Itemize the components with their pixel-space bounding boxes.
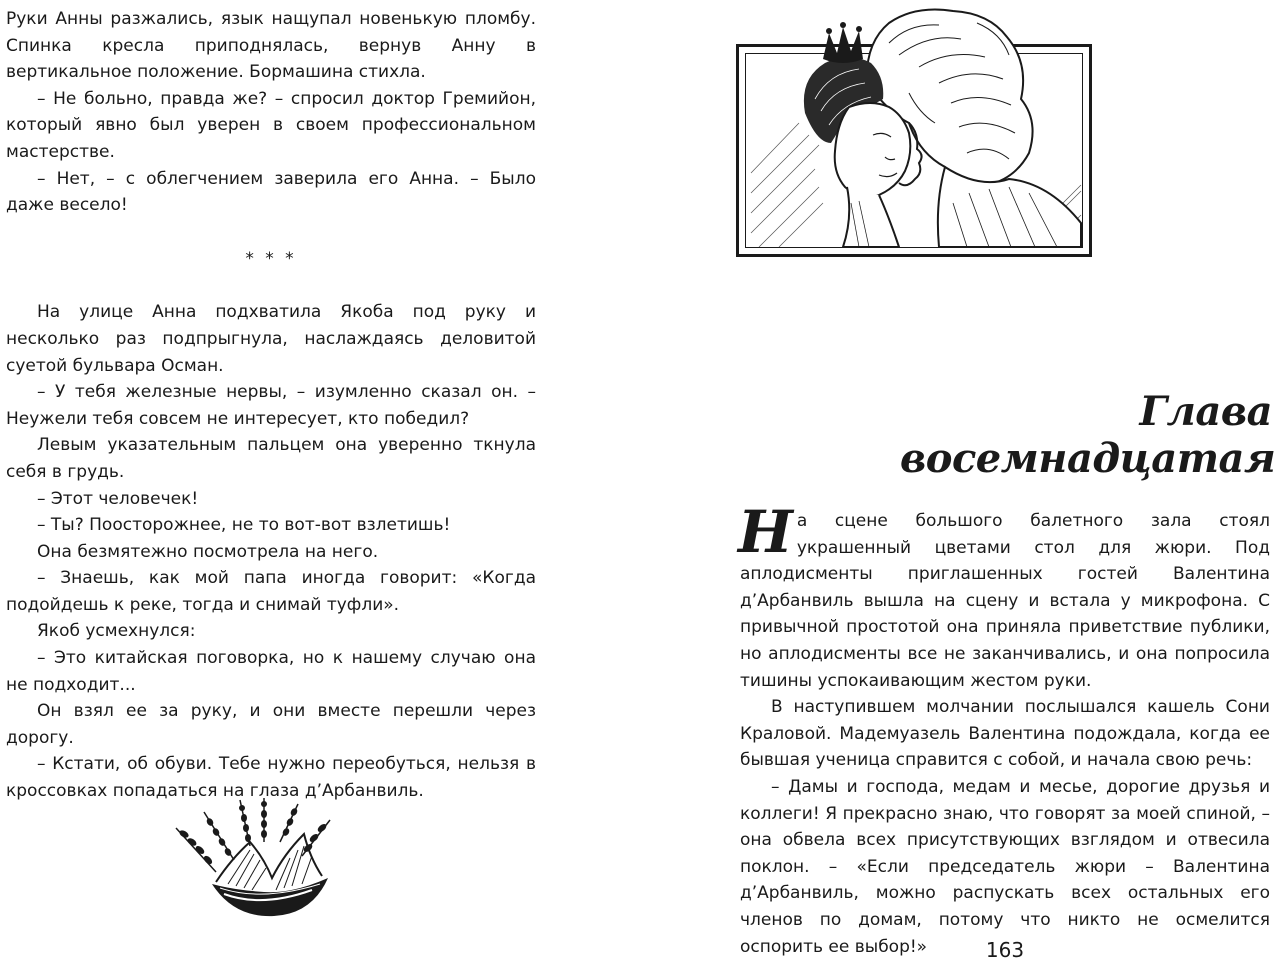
left-page [0, 0, 560, 969]
paragraph: Она безмятежно посмотрела на него. [37, 541, 379, 562]
paragraph: – Ты? Поосторожнее, не то вот-вот взлетишь! [37, 515, 451, 536]
paragraph: – Дамы и господа, медам и месье, дорогие друзья и коллеги! Я прекрасно знаю, что говорят за моей спиной, – она обвела всех присутствующих взглядом и отвесила поклон. – «Если председатель жюри – Валентина д’Арбанвиль, можно распускать всех остальных его членов по домам, потому что никто не осмелится оспорить ее выбор!» [740, 776, 1270, 957]
left-paragraphs-after [6, 299, 536, 804]
illustration-frame [736, 44, 1092, 257]
paragraph: Левым указательным пальцем она уверенно ткнула себя в грудь. [6, 435, 536, 482]
paragraph: – Этот человечек! [37, 488, 199, 509]
right-paragraphs [740, 694, 1270, 960]
section-separator: * * * [245, 248, 297, 269]
first-paragraph [738, 498, 1270, 694]
right-page [600, 0, 1275, 969]
first-paragraph-text: а сцене большого балетного зала стоял украшенный цветами стол для жюри. Под аплодисменты приглашенных гостей Валентина д’Арбанвиль вышла на сцену и встала у микрофона. С привычной простотой она приняла приветствие публики, но аплодисменты все не заканчивались, и она попросила тишины успокаивающим жестом руки. [740, 511, 1270, 691]
paragraph: Он взял ее за руку, и они вместе перешли через дорогу. [6, 701, 536, 748]
paragraph: – Не больно, правда же? – спросил доктор Гремийон, который явно был уверен в своем профессиональном мастерстве. [6, 88, 536, 162]
paragraph: В наступившем молчании послышался кашель Сони Краловой. Мадемуазель Валентина подождала, когда ее бывшая ученица справится с собой, и начала свою речь: [740, 697, 1270, 771]
chapter-title: Глава восемнадцатая [900, 388, 1275, 482]
kissing-couple-illustration-icon [739, 3, 1095, 260]
page-number: 163 [985, 938, 1025, 962]
paragraph: – Кстати, об обуви. Тебе нужно переобуться, нельзя в кроссовках попадаться на глаза д’Арбанвиль. [6, 754, 536, 802]
left-paragraphs-before [6, 6, 536, 219]
paragraph: – Знаешь, как мой папа иногда говорит: «Когда подойдешь к реке, тогда и снимай туфли». [6, 568, 536, 615]
crown-ornament-icon [172, 798, 340, 920]
paragraph: – Нет, – с облегчением заверила его Анна. – Было даже весело! [6, 168, 536, 216]
paragraph: Руки Анны разжались, язык нащупал новенькую пломбу. Спинка кресла приподнялась, вернув Анну в вертикальное положение. Бормашина стихла. [6, 9, 536, 83]
paragraph: – Это китайская поговорка, но к нашему случаю она не подходит... [6, 648, 536, 695]
paragraph: – У тебя железные нервы, – изумленно сказал он. – Неужели тебя совсем не интересует, кто победил? [6, 382, 536, 429]
drop-cap: Н [738, 498, 793, 566]
left-page-text [6, 6, 536, 805]
right-page-text [738, 498, 1270, 960]
paragraph: На улице Анна подхватила Якоба под руку и несколько раз подпрыгнула, наслаждаясь деловитой суетой бульвара Осман. [6, 302, 536, 376]
paragraph: Якоб усмехнулся: [37, 621, 196, 642]
